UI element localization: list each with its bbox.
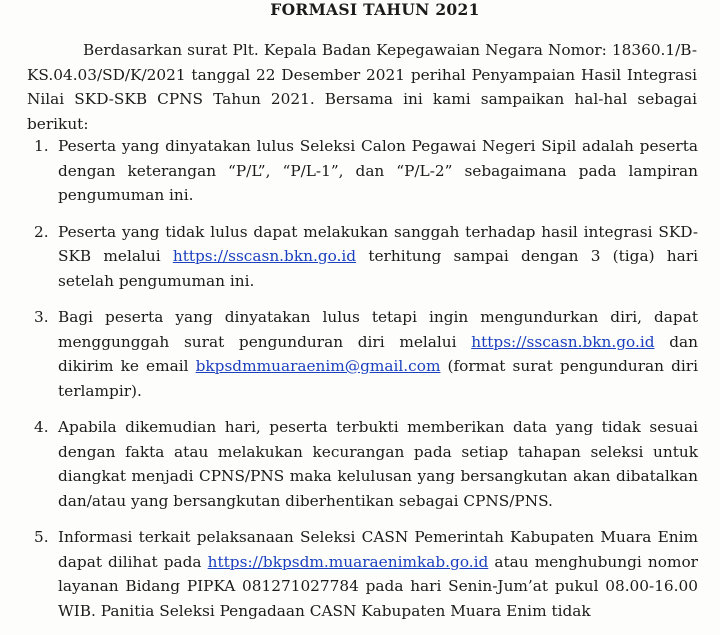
list-number: 3. (34, 308, 49, 326)
list-item-text: Informasi terkait pelaksanaan Seleksi CASN Pemerintah Kabupaten Muara Enim dapat dilihat pada (58, 528, 698, 571)
intro-paragraph: Berdasarkan surat Plt. Kepala Badan Kepegawaian Negara Nomor: 18360.1/B-KS.04.03/SD/K/2021 tanggal 22 Desember 2021 perihal Penyampaian Hasil Integrasi Nilai SKD-SKB CPNS Tahun 2021. Bersama ini kami sampaikan hal-hal sebagai berikut: (27, 41, 697, 133)
list-number: 1. (34, 137, 49, 155)
list-item-text: dan dikirim ke email (58, 332, 698, 375)
list-item-text: Peserta yang dinyatakan lulus Seleksi Calon Pegawai Negeri Sipil adalah peserta dengan keterangan “P/L”, “P/L-1”, dan “P/L-2” sebagaimana pada lampiran pengumuman ini. (58, 137, 698, 204)
list-number: 5. (34, 528, 49, 546)
list-item-text: (format surat pengunduran diri terlampir). (58, 357, 698, 400)
list-item-text: atau menghubungi nomor layanan Bidang PIPKA 081271027784 pada hari Senin-Jum’at pukul 08.00-16.00 WIB. Panitia Seleksi Pengadaan CASN Kabupaten Muara Enim tidak (58, 552, 698, 620)
list-item-text: Peserta yang tidak lulus dapat melakukan sanggah terhadap hasil integrasi SKD-SKB melalui (58, 222, 698, 265)
email-link[interactable]: bkpsdmmuaraenim@gmail.com (195, 357, 441, 375)
list-item-2 (0, 220, 698, 294)
bkpsdm-link[interactable]: https://bkpsdm.muaraenimkab.go.id (207, 552, 489, 571)
list-item-5 (0, 525, 698, 623)
sscasn-link[interactable]: https://sscasn.bkn.go.id (471, 332, 655, 351)
list-item-3 (0, 305, 698, 403)
sscasn-link[interactable]: https://sscasn.bkn.go.id (172, 247, 357, 265)
list-item-text: Apabila dikemudian hari, peserta terbukti memberikan data yang tidak sesuai dengan fakta atau melakukan kecurangan pada setiap tahapan seleksi untuk diangkat menjadi CPNS/PNS maka kelulusan yang bersangkutan akan dibatalkan dan/atau yang bersangkutan diberhentikan sebagai CPNS/PNS. (58, 418, 698, 510)
list-item-text: terhitung sampai dengan 3 (tiga) hari setelah pengumuman ini. (58, 247, 698, 290)
list-item-1 (0, 134, 698, 208)
document-title: FORMASI TAHUN 2021 (270, 0, 480, 19)
list-number: 4. (34, 418, 49, 436)
list-item-4 (0, 415, 698, 513)
announcement-list (0, 134, 720, 635)
list-number: 2. (34, 222, 49, 241)
list-item-text: Bagi peserta yang dinyatakan lulus tetapi ingin mengundurkan diri, dapat menggunggah surat pengunduran diri melalui (58, 308, 698, 351)
